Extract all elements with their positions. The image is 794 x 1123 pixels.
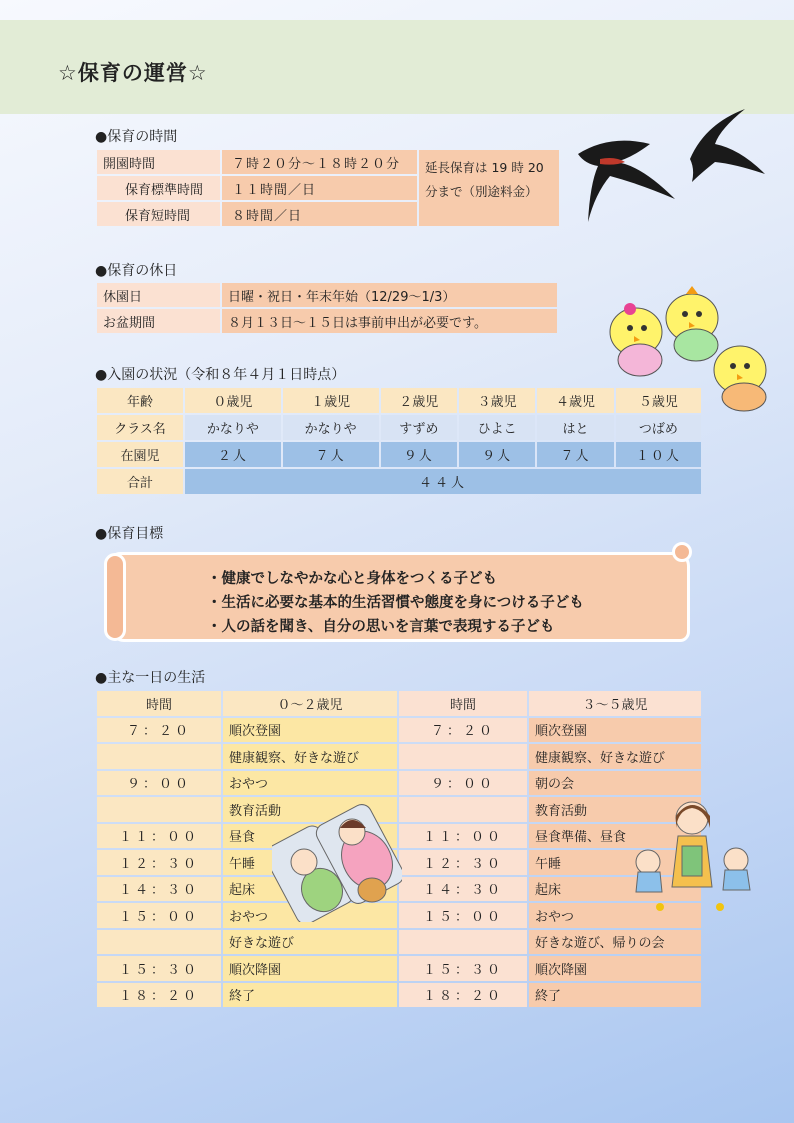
class-cell: すずめ [381, 415, 458, 440]
count-cell: ９人 [459, 442, 535, 467]
activity-cell: 朝の会 [529, 771, 701, 796]
count-cell: １０人 [616, 442, 701, 467]
scroll-curl-right [672, 542, 692, 562]
activity-cell: おやつ [529, 903, 701, 928]
holiday-value: 日曜・祝日・年末年始（12/29～1/3） [222, 283, 557, 307]
time-cell: １８：２０ [399, 983, 527, 1008]
time-cell [97, 930, 221, 955]
activity-cell: 終了 [529, 983, 701, 1008]
activity-cell: 順次降園 [529, 956, 701, 981]
section-heading-hours: ●保育の時間 [95, 129, 178, 145]
activity-cell: 健康観察、好きな遊び [529, 744, 701, 769]
time-cell [399, 744, 527, 769]
time-cell: １５：３０ [97, 956, 221, 981]
class-cell: はと [537, 415, 613, 440]
time-cell [399, 930, 527, 955]
time-cell: ７：２０ [399, 718, 527, 743]
activity-cell: 好きな遊び、帰りの会 [529, 930, 701, 955]
activity-cell: 昼食 [223, 824, 397, 849]
activity-cell: 午睡 [529, 850, 701, 875]
count-cell: ７人 [283, 442, 379, 467]
goals-list [207, 567, 584, 639]
hours-label: 保育標準時間 [97, 176, 220, 200]
count-header: 在園児 [97, 442, 183, 467]
enrollment-table [95, 386, 703, 496]
age-cell: ２歳児 [381, 388, 458, 413]
activity-cell: 好きな遊び [223, 930, 397, 955]
goal-item: ・健康でしなやかな心と身体をつくる子ども [207, 571, 497, 587]
scroll-curl-left [104, 553, 126, 641]
time-cell: １２：３０ [399, 850, 527, 875]
activity-cell: 昼食準備、昼食 [529, 824, 701, 849]
hours-value: ７時２０分～１８時２０分 [222, 150, 417, 174]
activity-cell: 教育活動 [223, 797, 397, 822]
section-heading-enrollment: ●入園の状況（令和８年４月１日時点） [95, 367, 346, 383]
header-time: 時間 [399, 691, 527, 716]
age-cell: ４歳児 [537, 388, 613, 413]
table-row [97, 956, 701, 981]
count-cell: ９人 [381, 442, 458, 467]
extended-care-line: 分まで（別途料金） [425, 184, 538, 199]
total-header: 合計 [97, 469, 183, 494]
time-cell: １５：００ [97, 903, 221, 928]
napping-babies-illustration [272, 802, 402, 922]
class-cell: かなりや [185, 415, 281, 440]
time-cell: ９：００ [399, 771, 527, 796]
holiday-value: ８月１３日～１５日は事前申出が必要です。 [222, 309, 557, 333]
age-cell: ５歳児 [616, 388, 701, 413]
time-cell: １４：３０ [399, 877, 527, 902]
time-cell: ７：２０ [97, 718, 221, 743]
count-cell: ７人 [537, 442, 613, 467]
extended-care-note [419, 150, 559, 226]
time-cell: ９：００ [97, 771, 221, 796]
header-time: 時間 [97, 691, 221, 716]
time-cell: １８：２０ [97, 983, 221, 1008]
table-row [97, 771, 701, 796]
age-cell: ３歳児 [459, 388, 535, 413]
time-cell: １１：００ [399, 824, 527, 849]
time-cell: １５：００ [399, 903, 527, 928]
hours-table [95, 148, 561, 228]
age-cell: １歳児 [283, 388, 379, 413]
age-header: 年齢 [97, 388, 183, 413]
header-young: ０～２歳児 [223, 691, 397, 716]
swallows-illustration [570, 104, 770, 224]
hours-value: １１時間／日 [222, 176, 417, 200]
time-cell: １４：３０ [97, 877, 221, 902]
goal-item: ・人の話を聞き、自分の思いを言葉で表現する子ども [207, 619, 555, 635]
holiday-label: お盆期間 [97, 309, 220, 333]
time-cell: １１：００ [97, 824, 221, 849]
class-cell: ひよこ [459, 415, 535, 440]
class-header: クラス名 [97, 415, 183, 440]
time-cell [97, 797, 221, 822]
holiday-label: 休園日 [97, 283, 220, 307]
time-cell [399, 797, 527, 822]
hours-label: 開園時間 [97, 150, 220, 174]
hours-label: 保育短時間 [97, 202, 220, 226]
activity-cell: 順次登園 [223, 718, 397, 743]
activity-cell: 午睡 [223, 850, 397, 875]
section-heading-holidays: ●保育の休日 [95, 263, 178, 279]
hours-value: ８時間／日 [222, 202, 417, 226]
activity-cell: おやつ [223, 903, 397, 928]
time-cell [97, 744, 221, 769]
count-cell: ２人 [185, 442, 281, 467]
total-cell: ４４人 [185, 469, 701, 494]
extended-care-line: 延長保育は 19 時 20 [425, 160, 544, 175]
activity-cell: 順次降園 [223, 956, 397, 981]
teacher-children-illustration [620, 792, 770, 917]
activity-cell: 教育活動 [529, 797, 701, 822]
header-older: ３～５歳児 [529, 691, 701, 716]
table-row [97, 983, 701, 1008]
age-cell: ０歳児 [185, 388, 281, 413]
activity-cell: 起床 [529, 877, 701, 902]
activity-cell: 起床 [223, 877, 397, 902]
holidays-table [95, 281, 559, 335]
section-heading-goals: ●保育目標 [95, 526, 164, 542]
section-heading-daily: ●主な一日の生活 [95, 670, 206, 686]
table-row [97, 930, 701, 955]
time-cell: １２：３０ [97, 850, 221, 875]
table-row [97, 744, 701, 769]
class-cell: かなりや [283, 415, 379, 440]
activity-cell: 順次登園 [529, 718, 701, 743]
activity-cell: 健康観察、好きな遊び [223, 744, 397, 769]
activity-cell: 終了 [223, 983, 397, 1008]
class-cell: つばめ [616, 415, 701, 440]
table-row [97, 718, 701, 743]
time-cell: １５：３０ [399, 956, 527, 981]
page-title: ☆保育の運営☆ [58, 61, 208, 85]
goal-item: ・生活に必要な基本的生活習慣や態度を身につける子ども [207, 595, 584, 611]
activity-cell: おやつ [223, 771, 397, 796]
